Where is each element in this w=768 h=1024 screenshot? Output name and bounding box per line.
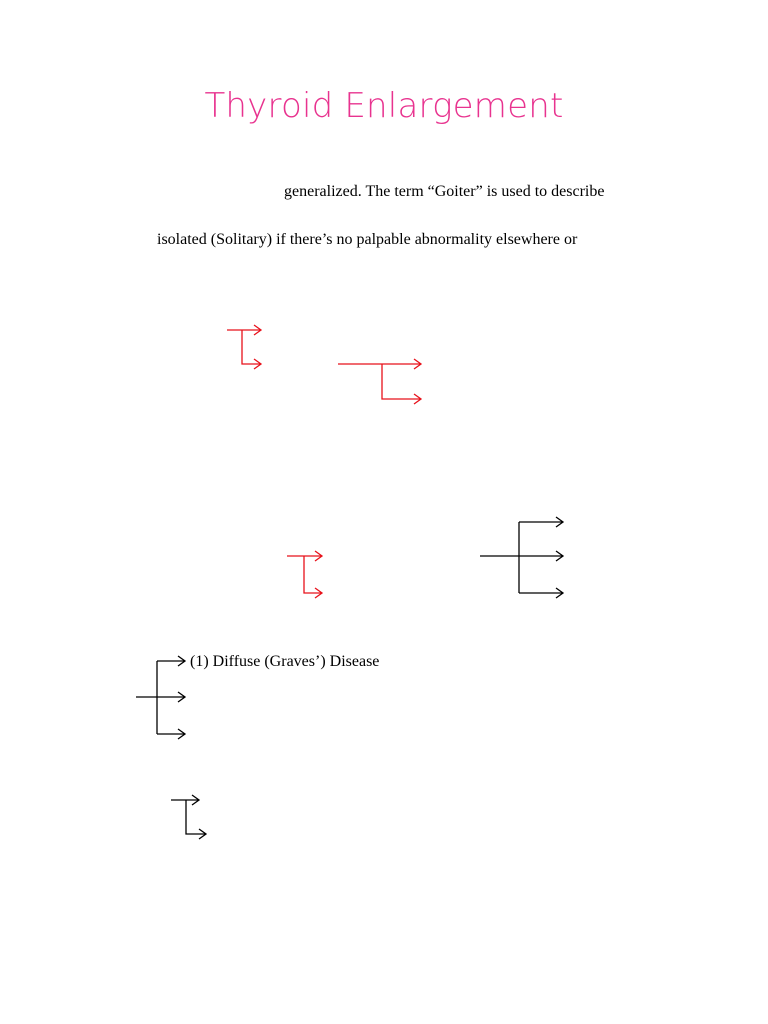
red-branch-arrow-1 xyxy=(227,325,261,369)
document-title: Thyroid Enlargement xyxy=(204,86,564,126)
red-branch-arrow-2 xyxy=(338,359,421,404)
text-line-isolated: isolated (Solitary) if there’s no palpable abnormality elsewhere or xyxy=(157,231,578,248)
black-branch-arrow-1 xyxy=(480,517,563,598)
text-line-diffuse-graves: (1) Diffuse (Graves’) Disease xyxy=(190,653,380,670)
red-branch-arrow-3 xyxy=(287,551,322,598)
text-line-generalized: generalized. The term “Goiter” is used to describe xyxy=(284,183,605,200)
black-branch-arrow-2 xyxy=(136,656,185,739)
black-branch-arrow-3 xyxy=(171,795,206,839)
